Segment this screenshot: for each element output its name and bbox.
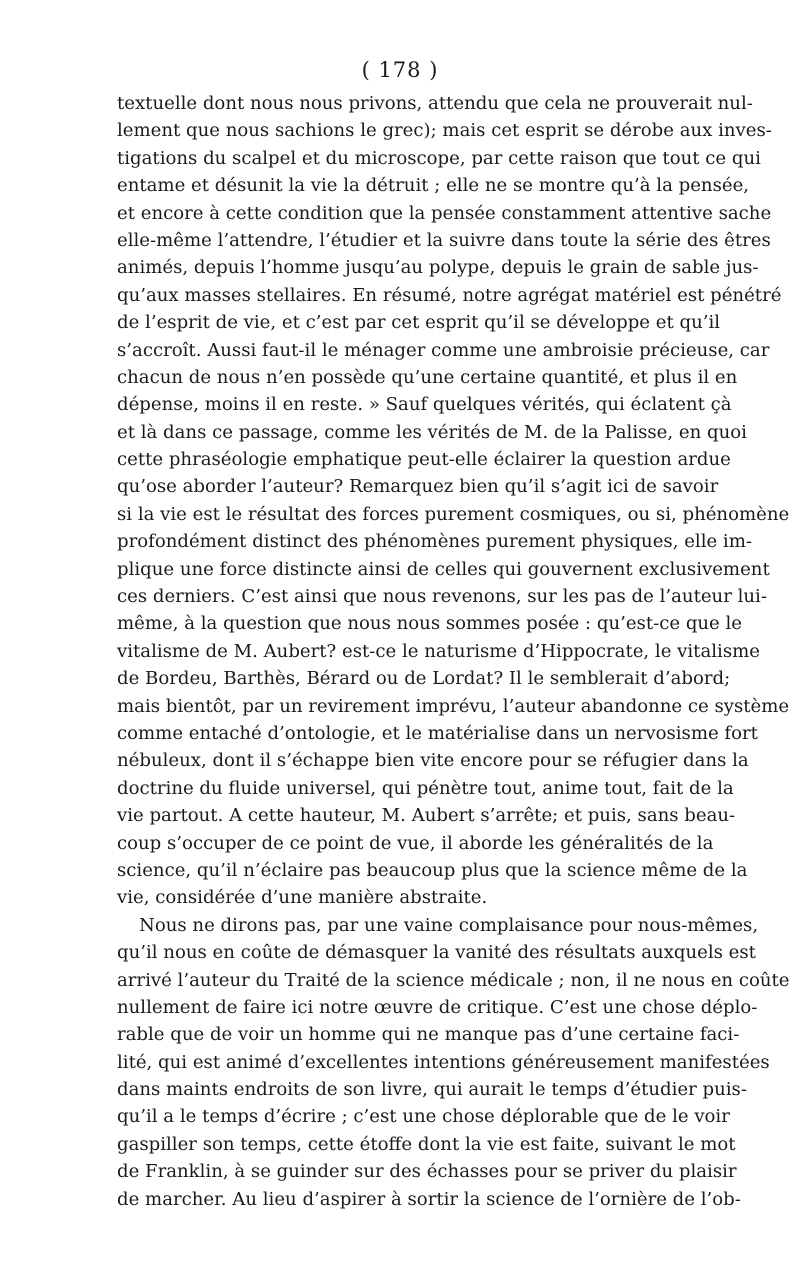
text-line: chacun de nous n’en possède qu’une certaine quantité, et plus il en	[117, 366, 738, 388]
text-line: comme entaché d’ontologie, et le matérialise dans un nervosisme fort	[117, 722, 758, 744]
paragraph	[117, 912, 790, 1213]
text-line: lement que nous sachions le grec); mais cet esprit se dérobe aux inves-	[117, 120, 772, 142]
text-line: Nous ne dirons pas, par une vaine complaisance pour nous-mêmes,	[139, 914, 759, 936]
text-line: qu’aux masses stellaires. En résumé, notre agrégat matériel est pénétré	[117, 284, 782, 306]
text-line: gaspiller son temps, cette étoffe dont la vie est faite, suivant le mot	[117, 1133, 736, 1155]
text-line: ces derniers. C’est ainsi que nous revenons, sur les pas de l’auteur lui-	[117, 586, 767, 608]
text-line: même, à la question que nous nous sommes posée : qu’est-ce que le	[117, 613, 743, 635]
text-line: de Franklin, à se guinder sur des échasses pour se priver du plaisir	[117, 1161, 737, 1183]
text-line: dépense, moins il en reste. » Sauf quelques vérités, qui éclatent çà	[117, 394, 732, 416]
text-line: plique une force distincte ainsi de celles qui gouvernent exclusivement	[117, 558, 770, 580]
text-line: et là dans ce passage, comme les vérités de M. de la Palisse, en quoi	[117, 421, 747, 443]
text-line: lité, qui est animé d’excellentes intentions généreusement manifestées	[117, 1051, 770, 1073]
paragraph	[117, 90, 790, 912]
page-number: ( 178 )	[361, 58, 439, 82]
text-line: dans maints endroits de son livre, qui aurait le temps d’étudier puis-	[117, 1079, 747, 1101]
text-line: vitalisme de M. Aubert? est-ce le naturisme d’Hippocrate, le vitalisme	[117, 640, 760, 662]
text-line: qu’il nous en coûte de démasquer la vanité des résultats auxquels est	[117, 942, 756, 964]
text-line: arrivé l’auteur du Traité de la science médicale ; non, il ne nous en coûte	[117, 969, 790, 991]
text-line: science, qu’il n’éclaire pas beaucoup plus que la science même de la	[117, 859, 748, 881]
text-line: cette phraséologie emphatique peut-elle éclairer la question ardue	[117, 449, 731, 471]
text-line: entame et désunit la vie la détruit ; elle ne se montre qu’à la pensée,	[117, 175, 750, 197]
text-line: de Bordeu, Barthès, Bérard ou de Lordat? Il le semblerait d’abord;	[117, 668, 731, 690]
text-line: de l’esprit de vie, et c’est par cet esprit qu’il se développe et qu’il	[117, 312, 721, 334]
text-line: tigations du scalpel et du microscope, par cette raison que tout ce qui	[117, 147, 761, 169]
text-line: textuelle dont nous nous privons, attendu que cela ne prouverait nul-	[117, 93, 753, 114]
text-line: qu’ose aborder l’auteur? Remarquez bien qu’il s’agit ici de savoir	[117, 476, 719, 498]
text-line: nullement de faire ici notre œuvre de critique. C’est une chose déplo-	[117, 996, 758, 1018]
text-line: nébuleux, dont il s’échappe bien vite encore pour se réfugier dans la	[117, 750, 749, 772]
text-line: profondément distinct des phénomènes purement physiques, elle im-	[117, 531, 752, 553]
text-line: s’accroît. Aussi faut-il le ménager comme une ambroisie précieuse, car	[117, 339, 770, 361]
body-text	[117, 90, 790, 1213]
text-line: elle-même l’attendre, l’étudier et la suivre dans toute la série des êtres	[117, 229, 771, 251]
text-line: doctrine du fluide universel, qui pénètre tout, anime tout, fait de la	[117, 777, 734, 799]
text-line: animés, depuis l’homme jusqu’au polype, depuis le grain de sable jus-	[117, 257, 759, 279]
text-line: vie, considérée d’une manière abstraite.	[117, 887, 488, 909]
text-line: rable que de voir un homme qui ne manque pas d’une certaine faci-	[117, 1024, 740, 1046]
text-line: qu’il a le temps d’écrire ; c’est une chose déplorable que de le voir	[117, 1106, 730, 1128]
text-line: vie partout. A cette hauteur, M. Aubert s’arrête; et puis, sans beau-	[117, 805, 736, 827]
text-line: de marcher. Au lieu d’aspirer à sortir la science de l’ornière de l’ob-	[117, 1188, 741, 1210]
text-line: et encore à cette condition que la pensée constamment attentive sache	[117, 202, 772, 224]
text-line: mais bientôt, par un revirement imprévu, l’auteur abandonne ce système	[117, 695, 790, 717]
text-line: coup s’occuper de ce point de vue, il aborde les généralités de la	[117, 832, 714, 854]
text-line: si la vie est le résultat des forces purement cosmiques, ou si, phénomène	[117, 503, 790, 525]
